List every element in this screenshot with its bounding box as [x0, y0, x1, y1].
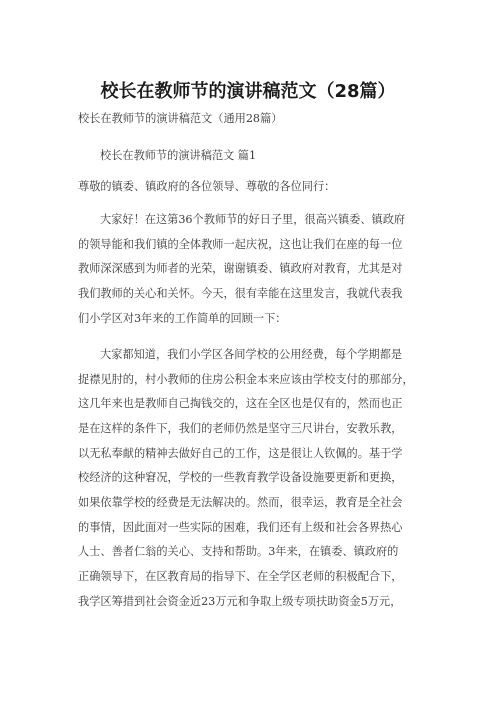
paragraph-line: 如果依靠学校的经费是无法解决的。然而，很幸运，教育是全社会 [78, 496, 403, 509]
paragraph-line: 的事情，因此面对一些实际的困难，我们还有上级和社会各界热心 [78, 521, 403, 534]
paragraph-line: 大家都知道，我们小学区各间学校的公用经费，每个学期都是 [100, 348, 403, 361]
paragraph-line: 是在这样的条件下，我们的老师仍然是坚守三尺讲台，安教乐教， [78, 422, 403, 435]
paragraph-line: 人士、善者仁翁的关心、支持和帮助。3年来，在镇委、镇政府的 [78, 545, 399, 558]
paragraph-line: 大家好！在这第36个教师节的好日子里，很高兴镇委、镇政府 [100, 213, 406, 226]
greeting-line: 尊敬的镇委、镇政府的各位领导、尊敬的各位同行： [78, 180, 336, 193]
paragraph-line: 正确领导下，在区教育局的指导下、在全学区老师的积极配合下， [78, 570, 403, 583]
paragraph-line: 校经济的这种窘况，学校的一些教育教学设备设施要更新和更换， [78, 471, 403, 484]
paragraph-line: 捉襟见肘的，村小教师的住房公积金本来应该由学校支付的那部分， [78, 373, 414, 386]
section-heading: 校长在教师节的演讲稿范文 篇1 [100, 149, 257, 162]
paragraph-line: 教师深深感到为师者的光荣，谢谢镇委、镇政府对教育，尤其是对 [78, 262, 403, 275]
paragraph-line: 我学区筹措到社会资金近23万元和争取上级专项扶助资金5万元， [78, 595, 402, 608]
paragraph-line: 们小学区对3年来的工作简单的回顾一下： [78, 312, 287, 325]
paragraph-line: 以无私奉献的精神去做好自己的工作，这是很让人钦佩的。基于学 [78, 447, 403, 460]
document-title: 校长在教师节的演讲稿范文（28篇） [100, 81, 396, 102]
paragraph-line: 我们教师的关心和关怀。今天，很有幸能在这里发言，我就代表我 [78, 287, 403, 300]
paragraph-line: 的领导能和我们镇的全体教师一起庆祝，这也让我们在座的每一位 [78, 238, 403, 251]
paragraph-line: 这几年来也是教师自己掏钱交的，这在全区也是仅有的，然而也正 [78, 397, 403, 410]
document-subtitle: 校长在教师节的演讲稿范文（通用28篇） [78, 112, 283, 125]
